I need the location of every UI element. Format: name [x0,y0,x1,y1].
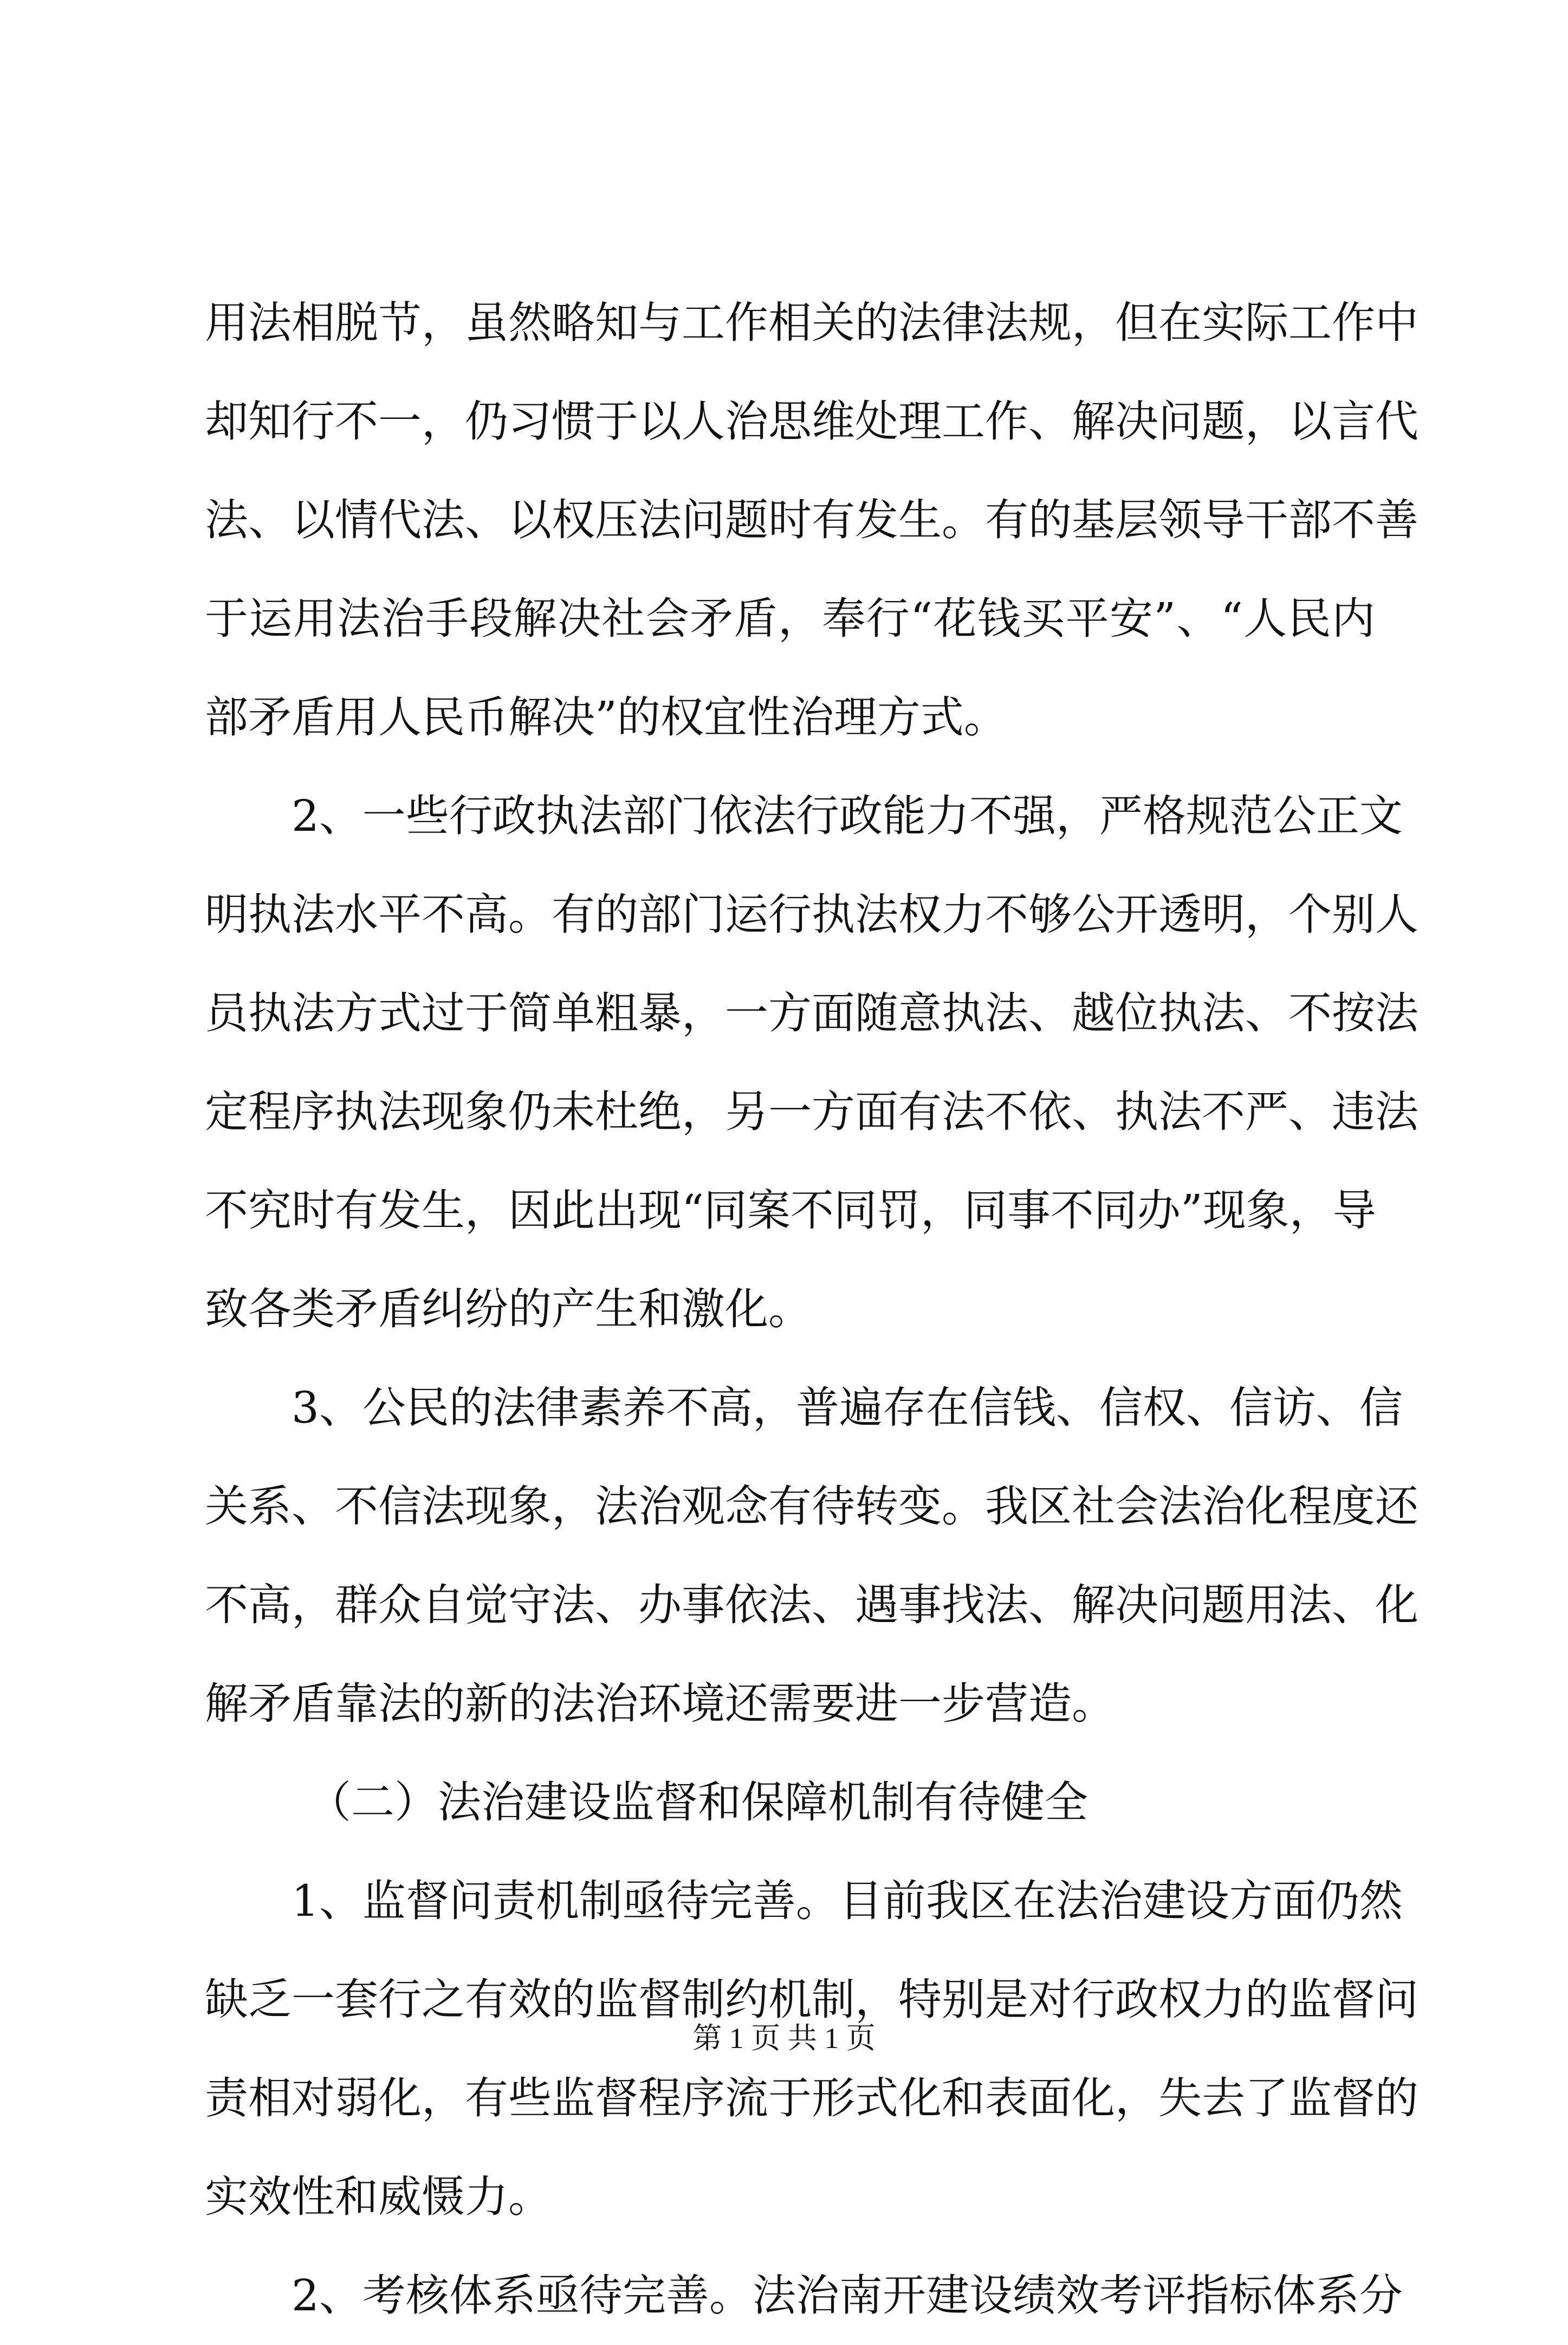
text-line: 关系、不信法现象，法治观念有待转变。我区社会法治化程度还 [205,1481,1418,1532]
text-line: 缺乏一套行之有效的监督制约机制，特别是对行政权力的监督问 [205,1974,1418,2025]
text-line: 3、公民的法律素养不高，普遍存在信钱、信权、信访、信 [291,1383,1403,1433]
paragraph-1 [205,274,1418,767]
text-line: 用法相脱节，虽然略知与工作相关的法律法规，但在实际工作中 [205,298,1418,348]
text-line: 1、监督问责机制亟待完善。目前我区在法治建设方面仍然 [291,1876,1403,1926]
text-line: 部矛盾用人民币解决”的权宜性治理方式。 [205,692,1007,742]
paragraph-3 [205,1359,1418,1753]
text-line: 致各类矛盾纠纷的产生和激化。 [205,1284,812,1334]
text-line: 法、以情代法、以权压法问题时有发生。有的基层领导干部不善 [205,495,1418,545]
text-line: 2、考核体系亟待完善。法治南开建设绩效考评指标体系分 [291,2270,1403,2321]
text-line: 却知行不一，仍习惯于以人治思维处理工作、解决问题，以言代 [205,396,1418,447]
text-line: 员执法方式过于简单粗暴，一方面随意执法、越位执法、不按法 [205,988,1418,1038]
page-number-footer: 第 1 页 共 1 页 [692,2022,876,2055]
text-line: 责相对弱化，有些监督程序流于形式化和表面化，失去了监督的 [205,2073,1418,2123]
text-line: 于运用法治手段解决社会矛盾，奉行“花钱买平安”、“人民内 [205,593,1375,644]
section-heading: （二）法治建设监督和保障机制有待健全 [308,1777,1088,1827]
text-line: 不究时有发生，因此出现“同案不同罚，同事不同办”现象，导 [205,1185,1376,1236]
text-line: 2、一些行政执法部门依法行政能力不强，严格规范公正文 [291,791,1403,841]
text-line: 解矛盾靠法的新的法治环境还需要进一步营造。 [205,1678,1115,1729]
text-line: 实效性和威慑力。 [205,2172,552,2222]
text-line: 不高，群众自觉守法、办事依法、遇事找法、解决问题用法、化 [205,1580,1418,1630]
text-line: 定程序执法现象仍未杜绝，另一方面有法不依、执法不严、违法 [205,1087,1418,1137]
text-line: 明执法水平不高。有的部门运行执法权力不够公开透明，个别人 [205,889,1418,940]
paragraph-5 [205,2246,1403,2345]
paragraph-2 [205,767,1418,1359]
